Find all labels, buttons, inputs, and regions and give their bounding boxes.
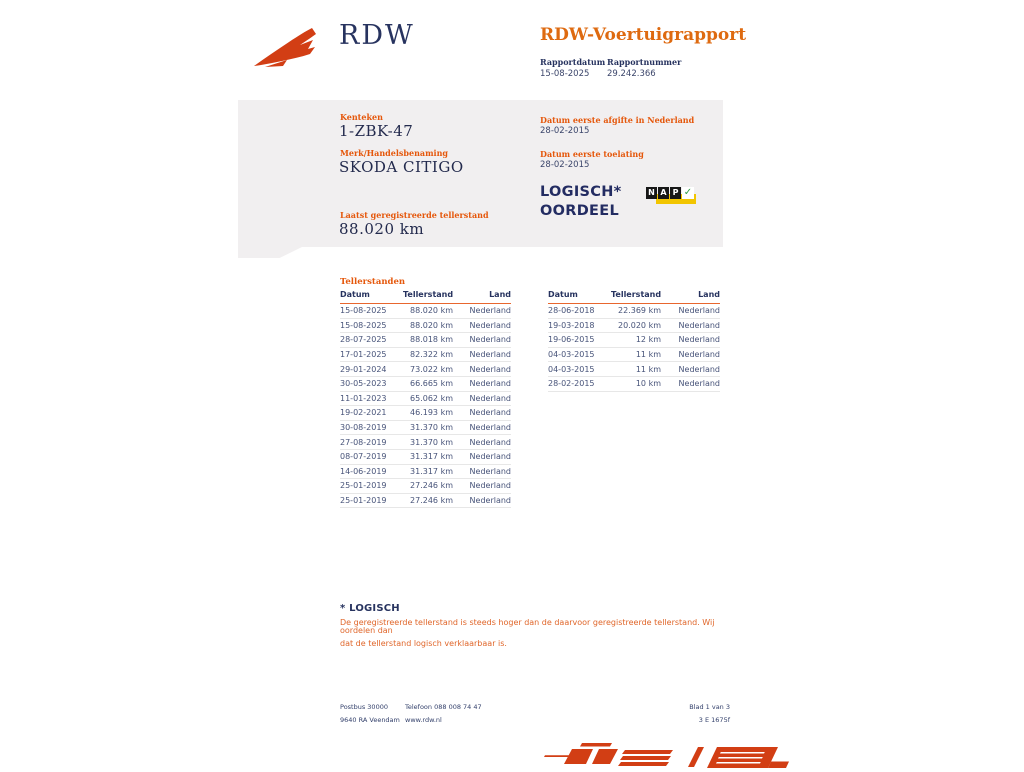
eerste-toelating-value: 28-02-2015	[540, 160, 590, 170]
row-date: 25-01-2019	[340, 481, 387, 491]
row-land: Nederland	[469, 379, 511, 389]
table-row	[340, 377, 511, 392]
tellerstanden-table-left	[340, 290, 511, 508]
laatste-tellerstand-value: 88.020 km	[339, 220, 425, 238]
row-date: 25-01-2019	[340, 496, 387, 506]
table-header-row	[548, 290, 720, 304]
page-title: RDW-Voertuigrapport	[540, 25, 747, 45]
row-date: 19-02-2021	[340, 408, 387, 418]
row-land: Nederland	[678, 320, 720, 330]
row-date: 28-06-2018	[548, 306, 595, 316]
row-land: Nederland	[678, 364, 720, 374]
table-row	[548, 333, 720, 348]
row-date: 17-01-2025	[340, 350, 387, 360]
row-tellerstand: 88.020 km	[410, 320, 453, 330]
merk-label: Merk/Handelsbenaming	[340, 148, 449, 158]
row-date: 30-05-2023	[340, 379, 387, 389]
row-land: Nederland	[469, 335, 511, 345]
table-row	[340, 348, 511, 363]
table-row	[340, 304, 511, 319]
report-date-label: Rapportdatum	[540, 57, 606, 67]
report-number-label: Rapportnummer	[607, 57, 682, 67]
table-row	[340, 333, 511, 348]
eerste-afgifte-label: Datum eerste afgifte in Nederland	[540, 115, 695, 125]
footnote-line1: De geregistreerde tellerstand is steeds hoger dan de daarvoor geregistreerde tellerstand. Wij oordelen dan	[340, 618, 715, 635]
row-tellerstand: 31.317 km	[410, 466, 453, 476]
row-tellerstand: 31.317 km	[410, 452, 453, 462]
footnote	[340, 603, 740, 648]
row-tellerstand: 11 km	[635, 364, 661, 374]
footer-phone: Telefoon 088 008 74 47	[405, 703, 482, 711]
row-tellerstand: 20.020 km	[618, 320, 661, 330]
footer-postbus: Postbus 30000	[340, 703, 388, 711]
row-date: 11-01-2023	[340, 393, 387, 403]
row-land: Nederland	[469, 393, 511, 403]
row-tellerstand: 65.062 km	[410, 393, 453, 403]
row-date: 04-03-2015	[548, 350, 595, 360]
row-tellerstand: 27.246 km	[410, 496, 453, 506]
row-tellerstand: 31.370 km	[410, 437, 453, 447]
header-datum: Datum	[340, 290, 370, 299]
row-land: Nederland	[678, 350, 720, 360]
row-tellerstand: 66.665 km	[410, 379, 453, 389]
row-land: Nederland	[469, 481, 511, 491]
row-land: Nederland	[469, 364, 511, 374]
row-date: 08-07-2019	[340, 452, 387, 462]
merk-value: SKODA CITIGO	[339, 158, 464, 176]
row-land: Nederland	[469, 466, 511, 476]
table-row	[548, 304, 720, 319]
kenteken-label: Kenteken	[340, 112, 383, 122]
row-tellerstand: 27.246 km	[410, 481, 453, 491]
row-land: Nederland	[678, 306, 720, 316]
nap-letter-p: P	[670, 187, 681, 199]
row-date: 29-01-2024	[340, 364, 387, 374]
nap-check-icon: ✓	[683, 187, 693, 198]
row-land: Nederland	[678, 379, 720, 389]
table-row	[340, 362, 511, 377]
nap-letter-n: N	[646, 187, 657, 199]
table-header-row	[340, 290, 511, 304]
table-row	[548, 362, 720, 377]
page-footer	[340, 701, 730, 725]
row-tellerstand: 31.370 km	[410, 423, 453, 433]
report-date-value: 15-08-2025	[540, 69, 590, 79]
table-row	[340, 494, 511, 509]
oordeel-line2: OORDEEL	[540, 202, 620, 219]
row-tellerstand: 88.020 km	[410, 306, 453, 316]
rdw-stripes-graphic	[542, 740, 790, 768]
oordeel-text	[540, 183, 622, 220]
row-land: Nederland	[469, 496, 511, 506]
row-date: 19-06-2015	[548, 335, 595, 345]
table-row	[340, 406, 511, 421]
table-row	[340, 465, 511, 480]
laatste-tellerstand-label: Laatst geregistreerde tellerstand	[340, 210, 489, 220]
row-tellerstand: 10 km	[635, 379, 661, 389]
row-land: Nederland	[678, 335, 720, 345]
table-row	[340, 392, 511, 407]
eerste-afgifte-value: 28-02-2015	[540, 126, 590, 136]
tellerstanden-table-right	[548, 290, 720, 392]
row-date: 04-03-2015	[548, 364, 595, 374]
table-row	[340, 421, 511, 436]
row-tellerstand: 82.322 km	[410, 350, 453, 360]
row-tellerstand: 46.193 km	[410, 408, 453, 418]
eerste-toelating-label: Datum eerste toelating	[540, 149, 644, 159]
row-tellerstand: 11 km	[635, 350, 661, 360]
oordeel-line1: LOGISCH*	[540, 184, 622, 200]
table-row	[340, 450, 511, 465]
row-date: 30-08-2019	[340, 423, 387, 433]
row-date: 15-08-2025	[340, 306, 387, 316]
header-tellerstand: Tellerstand	[611, 290, 662, 299]
row-date: 28-02-2015	[548, 379, 595, 389]
row-land: Nederland	[469, 408, 511, 418]
row-date: 19-03-2018	[548, 320, 595, 330]
row-land: Nederland	[469, 350, 511, 360]
footer-city: 9640 RA Veendam	[340, 716, 400, 724]
header-land: Land	[489, 290, 511, 299]
row-date: 15-08-2025	[340, 320, 387, 330]
row-land: Nederland	[469, 306, 511, 316]
row-date: 27-08-2019	[340, 437, 387, 447]
footnote-title: * LOGISCH	[340, 603, 400, 614]
row-tellerstand: 73.022 km	[410, 364, 453, 374]
table-row	[548, 348, 720, 363]
footer-website: www.rdw.nl	[405, 716, 442, 724]
row-date: 14-06-2019	[340, 466, 387, 476]
panel-corner-tab	[238, 247, 302, 258]
table-row	[548, 377, 720, 392]
vehicle-summary-panel	[238, 100, 723, 247]
row-land: Nederland	[469, 437, 511, 447]
footer-contact	[405, 701, 482, 727]
rdw-logo-icon	[253, 26, 331, 70]
footer-address	[340, 701, 400, 727]
table-row	[340, 435, 511, 450]
row-date: 28-07-2025	[340, 335, 387, 345]
table-row	[548, 319, 720, 334]
report-number-value: 29.242.366	[607, 69, 656, 79]
row-tellerstand: 88.018 km	[410, 335, 453, 345]
row-tellerstand: 22.369 km	[618, 306, 661, 316]
rdw-wordmark: RDW	[339, 20, 415, 51]
header-tellerstand: Tellerstand	[403, 290, 454, 299]
footnote-line2: dat de tellerstand logisch verklaarbaar is.	[340, 639, 507, 648]
header-land: Land	[698, 290, 720, 299]
row-land: Nederland	[469, 423, 511, 433]
row-land: Nederland	[469, 320, 511, 330]
kenteken-value: 1-ZBK-47	[339, 122, 414, 140]
nap-logo	[646, 185, 698, 209]
tellerstanden-title: Tellerstanden	[340, 277, 406, 287]
footer-form-code: 3 E 1675f	[698, 716, 730, 724]
footer-page-number: Blad 1 van 3	[689, 703, 730, 711]
header-datum: Datum	[548, 290, 578, 299]
row-tellerstand: 12 km	[635, 335, 661, 345]
row-land: Nederland	[469, 452, 511, 462]
footer-pageinfo	[689, 701, 730, 727]
table-row	[340, 319, 511, 334]
table-row	[340, 479, 511, 494]
nap-letter-a: A	[658, 187, 669, 199]
